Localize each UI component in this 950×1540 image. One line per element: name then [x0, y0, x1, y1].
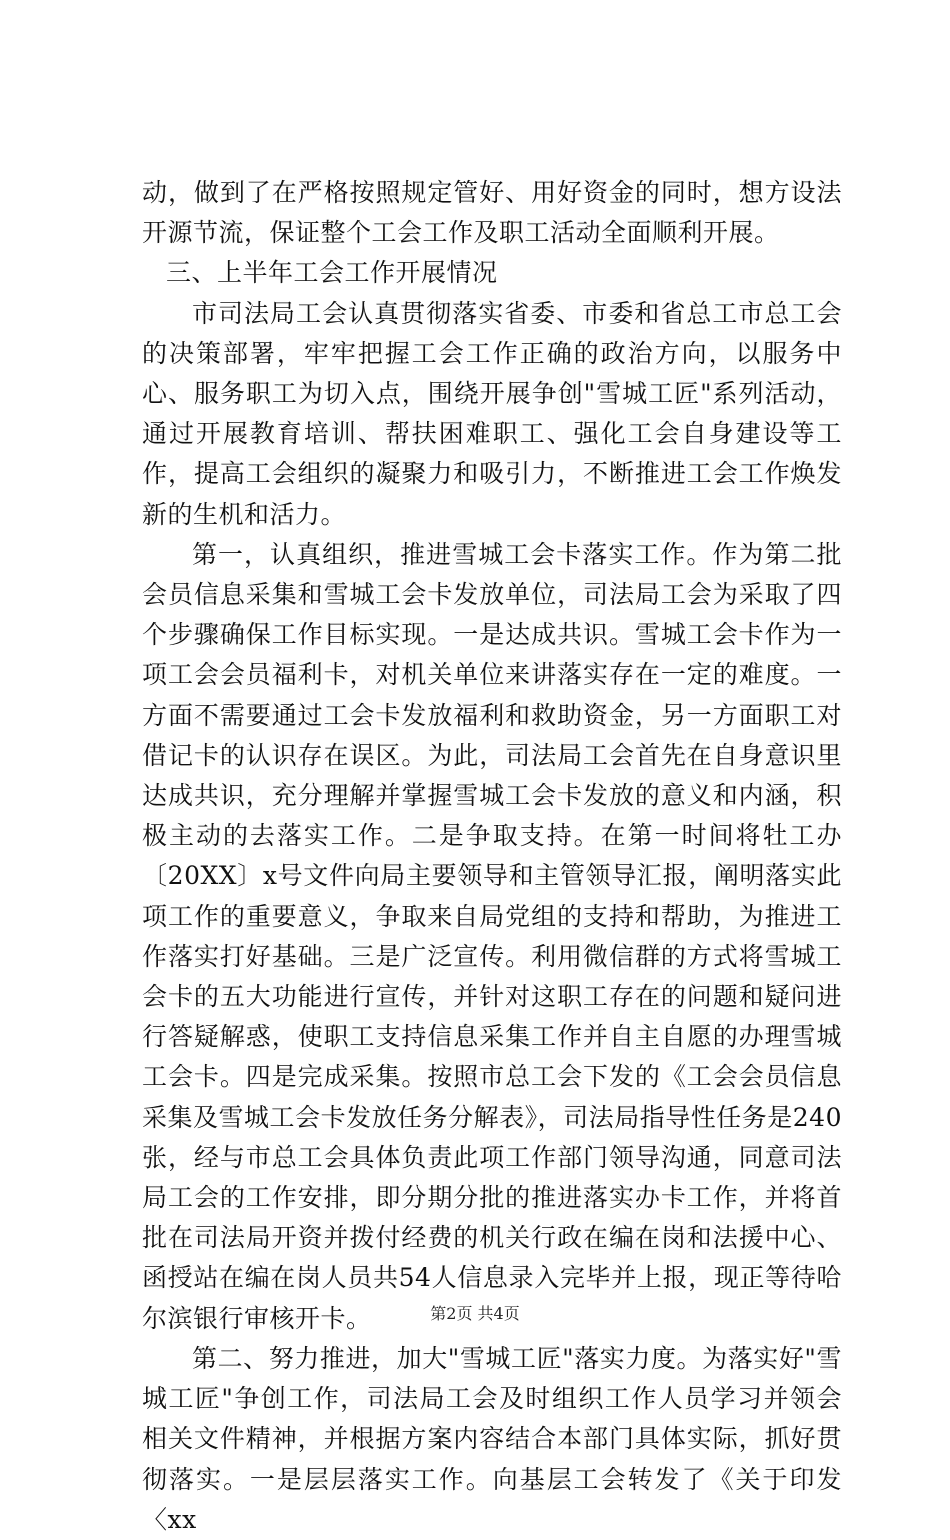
section-heading: 三、上半年工会工作开展情况: [166, 258, 498, 288]
document-body: [142, 173, 842, 1540]
paragraph-overview: 市司法局工会认真贯彻落实省委、市委和省总工市总工会的决策部署，牢牢把握工会工作正确的政治方向，以服务中心、服务职工为切入点，围绕开展争创"雪城工匠"系列活动，通过开展教育培训、帮扶困难职工、强化工会自身建设等工作，提高工会组织的凝聚力和吸引力，不断推进工会工作焕发新的生机和活力。: [142, 298, 842, 529]
paragraph-continuation: 动，做到了在严格按照规定管好、用好资金的同时，想方设法开源节流，保证整个工会工作及职工活动全面顺利开展。: [142, 178, 842, 248]
page-number-footer: 第2页 共4页: [430, 1304, 520, 1323]
paragraph-second-item: 第二、努力推进，加大"雪城工匠"落实力度。为落实好"雪城工匠"争创工作，司法局工会及时组织工作人员学习并领会相关文件精神，并根据方案内容结合本部门具体实际，抓好贯彻落实。一是层层落实工作。向基层工会转发了《关于印发〈xx: [142, 1343, 842, 1534]
paragraph-first-item: 第一，认真组织，推进雪城工会卡落实工作。作为第二批会员信息采集和雪城工会卡发放单位，司法局工会为采取了四个步骤确保工作目标实现。一是达成共识。雪城工会卡作为一项工会会员福利卡，对机关单位来讲落实存在一定的难度。一方面不需要通过工会卡发放福利和救助资金，另一方面职工对借记卡的认识存在误区。为此，司法局工会首先在自身意识里达成共识，充分理解并掌握雪城工会卡发放的意义和内涵，积极主动的去落实工作。二是争取支持。在第一时间将牡工办〔20XX〕x号文件向局主要领导和主管领导汇报，阐明落实此项工作的重要意义，争取来自局党组的支持和帮助，为推进工作落实打好基础。三是广泛宣传。利用微信群的方式将雪城工会卡的五大功能进行宣传，并针对这职工存在的问题和疑问进行答疑解惑，使职工支持信息采集工作并自主自愿的办理雪城工会卡。四是完成采集。按照市总工会下发的《工会会员信息采集及雪城工会卡发放任务分解表》，司法局指导性任务是240张，经与市总工会具体负责此项工作部门领导沟通，同意司法局工会的工作安排，即分期分批的推进落实办卡工作，并将首批在司法局开资并拨付经费的机关行政在编在岗和法援中心、函授站在编在岗人员共54人信息录入完毕并上报，现正等待哈尔滨银行审核开卡。: [142, 539, 842, 1333]
